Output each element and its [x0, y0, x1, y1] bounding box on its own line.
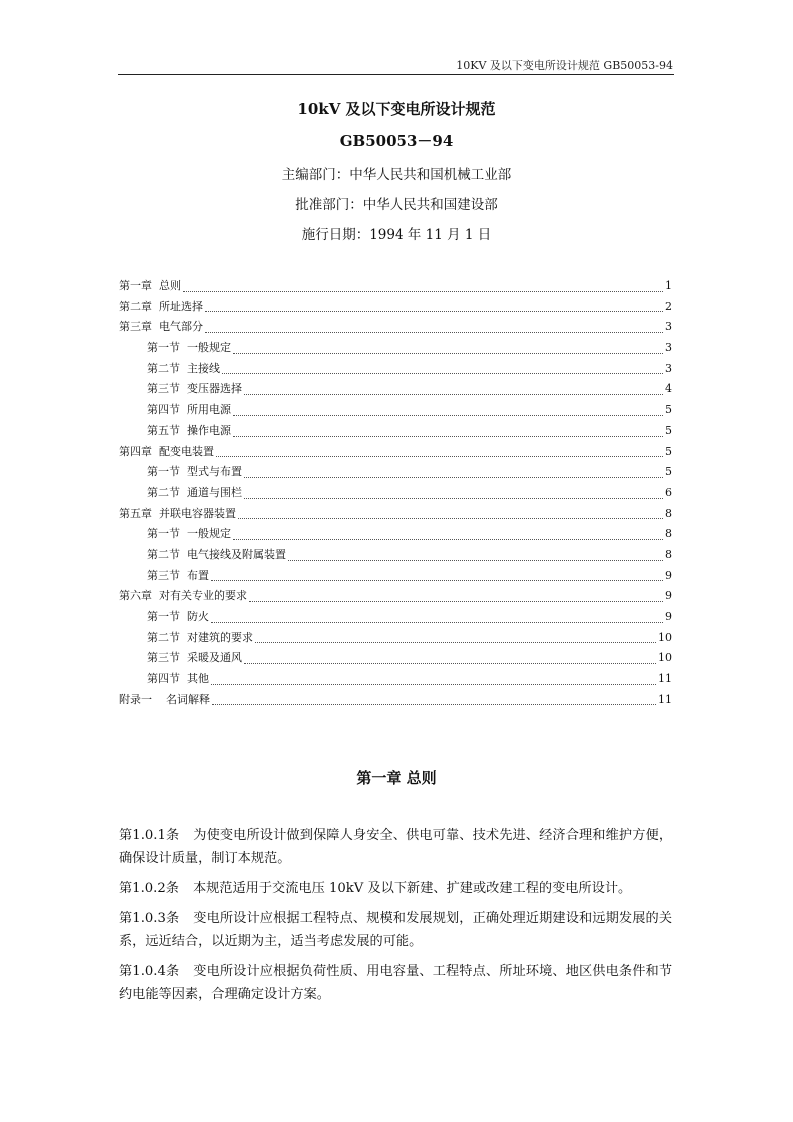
toc-entry-label: 第四节 其他 [147, 672, 209, 686]
toc-entry[interactable] [119, 690, 672, 711]
article-paragraph [119, 960, 672, 1006]
toc-entry[interactable] [119, 504, 672, 525]
toc-leader-dots [211, 622, 663, 623]
toc-entry-page: 8 [665, 547, 672, 561]
toc-leader-dots [233, 415, 663, 416]
toc-entry-label: 第三章 电气部分 [119, 320, 203, 334]
chapter-articles [119, 824, 672, 1013]
toc-entry[interactable] [119, 379, 672, 400]
toc-entry-page: 10 [658, 630, 672, 644]
toc-entry-label: 第三节 采暖及通风 [147, 651, 242, 665]
toc-leader-dots [244, 663, 656, 664]
toc-entry-label: 第二节 主接线 [147, 361, 220, 375]
toc-entry[interactable] [119, 586, 672, 607]
toc-entry-page: 3 [665, 361, 672, 375]
toc-leader-dots [211, 580, 663, 581]
toc-entry-page: 10 [658, 651, 672, 665]
toc-entry-label: 第一节 防火 [147, 610, 209, 623]
toc-leader-dots [244, 498, 663, 499]
toc-entry[interactable] [119, 297, 672, 318]
toc-leader-dots [222, 373, 663, 374]
toc-entry[interactable] [119, 483, 672, 504]
toc-entry-page: 5 [665, 423, 672, 437]
toc-entry-page: 5 [665, 403, 672, 417]
toc-entry-label: 第一节 一般规定 [147, 527, 231, 541]
toc-entry-label: 第五章 并联电容器装置 [119, 506, 236, 520]
toc-leader-dots [244, 477, 663, 478]
article-text: 本规范适用于交流电压 10kV 及以下新建、扩建或改建工程的变电所设计。 [192, 881, 632, 896]
running-header: 10KV 及以下变电所设计规范 GB50053-94 [456, 59, 673, 72]
article-paragraph [119, 907, 672, 953]
toc-leader-dots [255, 642, 656, 643]
toc-leader-dots [249, 601, 663, 602]
article-number: 第1.0.3条 [119, 911, 180, 926]
toc-entry-label: 第二节 通道与围栏 [147, 485, 242, 499]
toc-entry-label: 第二章 所址选择 [119, 299, 203, 313]
article-text: 变电所设计应根据工程特点、规模和发展规划，正确处理近期建设和远期发展的关系，远近结合，以近期为主，适当考虑发展的可能。 [119, 911, 672, 949]
toc-entry-page: 1 [665, 279, 672, 292]
effective-date: 施行日期：1994 年 11 月 1 日 [301, 227, 492, 243]
toc-leader-dots [233, 539, 663, 540]
toc-entry-label: 第一章 总则 [119, 279, 181, 292]
toc-entry-label: 第二节 对建筑的要求 [147, 630, 253, 644]
article-text: 为使变电所设计做到保障人身安全、供电可靠、技术先进、经济合理和维护方便，确保设计质量，制订本规范。 [119, 828, 672, 866]
toc-entry-page: 4 [665, 382, 672, 396]
chapter-heading: 第一章 总则 [356, 769, 437, 787]
toc-entry-label: 第六章 对有关专业的要求 [119, 589, 247, 603]
toc-entry[interactable] [119, 545, 672, 566]
toc-leader-dots [244, 394, 663, 395]
toc-leader-dots [288, 560, 663, 561]
toc-leader-dots [205, 311, 663, 312]
document-title: 10kV 及以下变电所设计规范 [297, 100, 496, 118]
toc-entry-page: 2 [665, 299, 672, 313]
toc-entry-page: 6 [665, 485, 672, 499]
article-number: 第1.0.4条 [119, 964, 180, 979]
table-of-contents [119, 276, 672, 710]
toc-entry-label: 第四章 配变电装置 [119, 444, 214, 458]
toc-leader-dots [233, 353, 663, 354]
article-number: 第1.0.1条 [119, 828, 180, 843]
toc-entry-label: 第二节 电气接线及附属装置 [147, 547, 286, 561]
toc-entry-label: 第三节 布置 [147, 568, 209, 582]
toc-entry-label: 第五节 操作电源 [147, 423, 231, 437]
toc-entry-page: 3 [665, 341, 672, 355]
article-number: 第1.0.2条 [119, 881, 179, 896]
toc-entry-page: 8 [665, 506, 672, 520]
toc-leader-dots [212, 704, 656, 705]
toc-entry-label: 第一节 型式与布置 [147, 465, 242, 479]
toc-entry[interactable] [119, 442, 672, 463]
article-paragraph [119, 877, 672, 900]
toc-leader-dots [216, 456, 663, 457]
toc-entry[interactable] [119, 566, 672, 587]
toc-entry[interactable] [119, 338, 672, 359]
toc-entry-page: 5 [665, 465, 672, 479]
toc-entry[interactable] [119, 317, 672, 338]
article-text: 变电所设计应根据负荷性质、用电容量、工程特点、所址环境、地区供电条件和节约电能等因素，合理确定设计方案。 [119, 964, 672, 1002]
toc-entry[interactable] [119, 421, 672, 442]
toc-entry[interactable] [119, 669, 672, 690]
toc-entry[interactable] [119, 276, 672, 297]
document-code: GB50053－94 [339, 132, 454, 150]
toc-leader-dots [183, 291, 663, 292]
toc-entry-page: 9 [665, 610, 672, 623]
toc-entry-page: 9 [665, 568, 672, 582]
toc-leader-dots [238, 518, 663, 519]
toc-entry[interactable] [119, 462, 672, 483]
article-paragraph [119, 824, 672, 870]
toc-entry-page: 11 [658, 692, 672, 706]
toc-entry[interactable] [119, 648, 672, 669]
toc-leader-dots [211, 684, 656, 685]
editor-department: 主编部门：中华人民共和国机械工业部 [281, 167, 512, 183]
header-rule [118, 74, 674, 75]
toc-leader-dots [205, 332, 663, 333]
toc-entry[interactable] [119, 359, 672, 380]
toc-entry-page: 8 [665, 527, 672, 541]
toc-entry-label: 附录一 名词解释 [119, 692, 210, 706]
toc-entry-label: 第一节 一般规定 [147, 341, 231, 355]
toc-entry[interactable] [119, 524, 672, 545]
toc-leader-dots [233, 436, 663, 437]
toc-entry-page: 5 [665, 444, 672, 458]
toc-entry-page: 9 [665, 589, 672, 603]
toc-entry-label: 第三节 变压器选择 [147, 382, 242, 396]
toc-entry[interactable] [119, 607, 672, 628]
toc-entry[interactable] [119, 628, 672, 649]
toc-entry-page: 11 [658, 672, 672, 686]
approval-department: 批准部门：中华人民共和国建设部 [295, 197, 498, 213]
toc-entry[interactable] [119, 400, 672, 421]
toc-entry-label: 第四节 所用电源 [147, 403, 231, 417]
toc-entry-page: 3 [665, 320, 672, 334]
